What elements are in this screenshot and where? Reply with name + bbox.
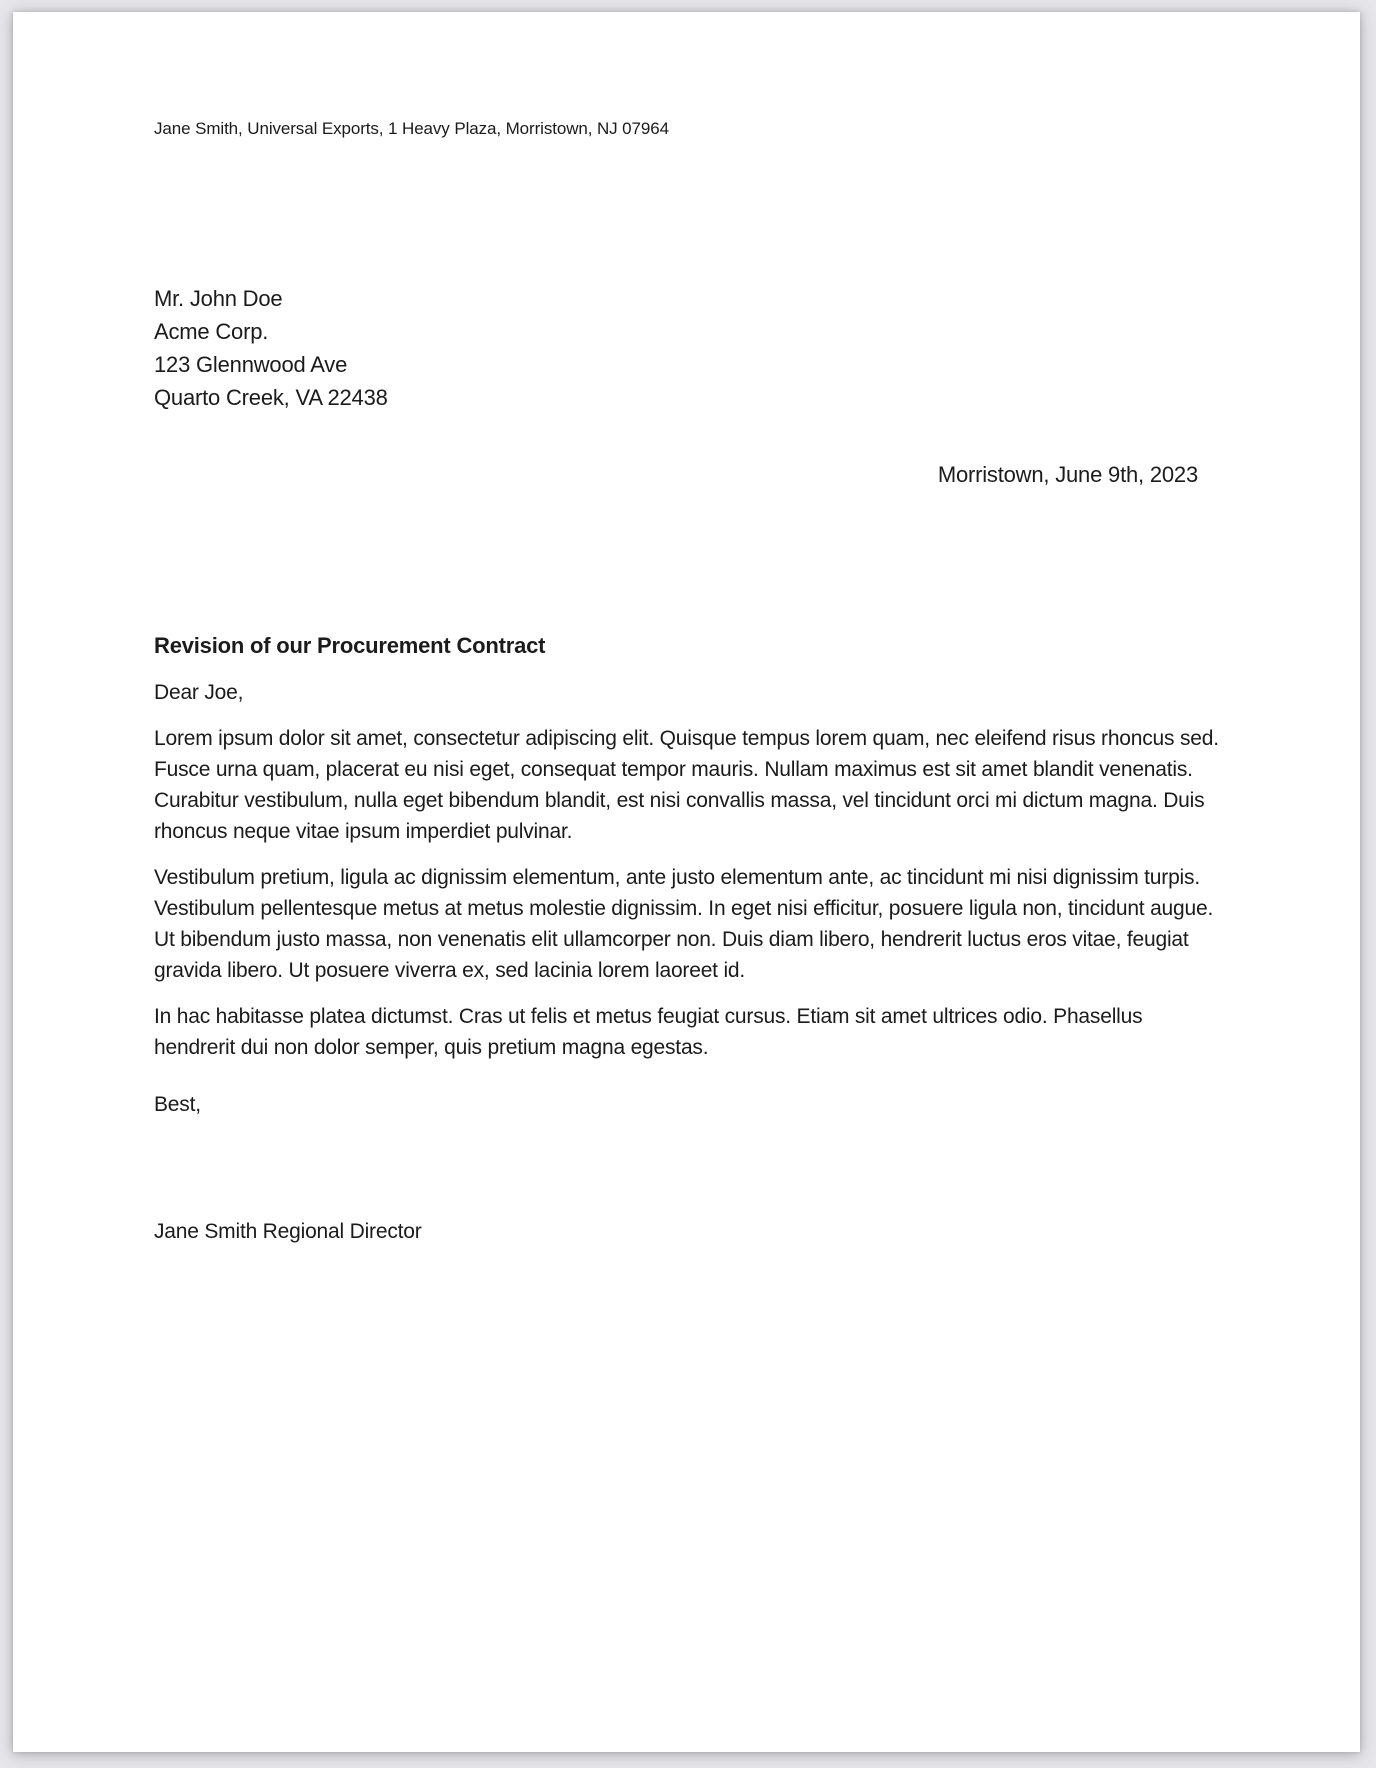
- body-paragraph-3: In hac habitasse platea dictumst. Cras ut felis et metus feugiat cursus. Etiam sit amet ultrices odio. Phasellus hendrerit dui non dolor semper, quis pretium magna egestas.: [154, 1005, 1143, 1059]
- date-line: Morristown, June 9th, 2023: [937, 462, 1198, 487]
- body-paragraph-2: Vestibulum pretium, ligula ac dignissim elementum, ante justo elementum ante, ac tincidunt mi nisi dignissim turpis. Vestibulum pellentesque metus at metus molestie dignissim. In eget nisi efficitur, posuere ligula non, tincidunt augue. Ut bibendum justo massa, non venenatis elit ullamcorper non. Duis diam libero, hendrerit luctus eros vitae, feugiat gravida libero. Ut posuere viverra ex, sed lacinia lorem laoreet id.: [154, 866, 1214, 982]
- sender-line: Jane Smith, Universal Exports, 1 Heavy Plaza, Morristown, NJ 07964: [154, 119, 669, 138]
- subject-line: Revision of our Procurement Contract: [154, 633, 546, 658]
- closing: Best,: [154, 1093, 201, 1116]
- recipient-street: 123 Glennwood Ave: [154, 352, 348, 377]
- signature-line: Jane Smith Regional Director: [154, 1220, 422, 1243]
- recipient-name: Mr. John Doe: [154, 286, 283, 311]
- recipient-address-block: [154, 282, 1220, 414]
- body-paragraph-1: Lorem ipsum dolor sit amet, consectetur adipiscing elit. Quisque tempus lorem quam, nec eleifend risus rhoncus sed. Fusce urna quam, placerat eu nisi eget, consequat tempor mauris. Nullam maximus est sit amet blandit venenatis. Curabitur vestibulum, nulla eget bibendum blandit, est nisi convallis massa, vel tincidunt orci mi dictum magna. Duis rhoncus neque vitae ipsum imperdiet pulvinar.: [154, 727, 1219, 843]
- salutation: Dear Joe,: [154, 681, 244, 704]
- recipient-company: Acme Corp.: [154, 319, 269, 344]
- recipient-city: Quarto Creek, VA 22438: [154, 385, 388, 410]
- letter-page: [13, 12, 1360, 1752]
